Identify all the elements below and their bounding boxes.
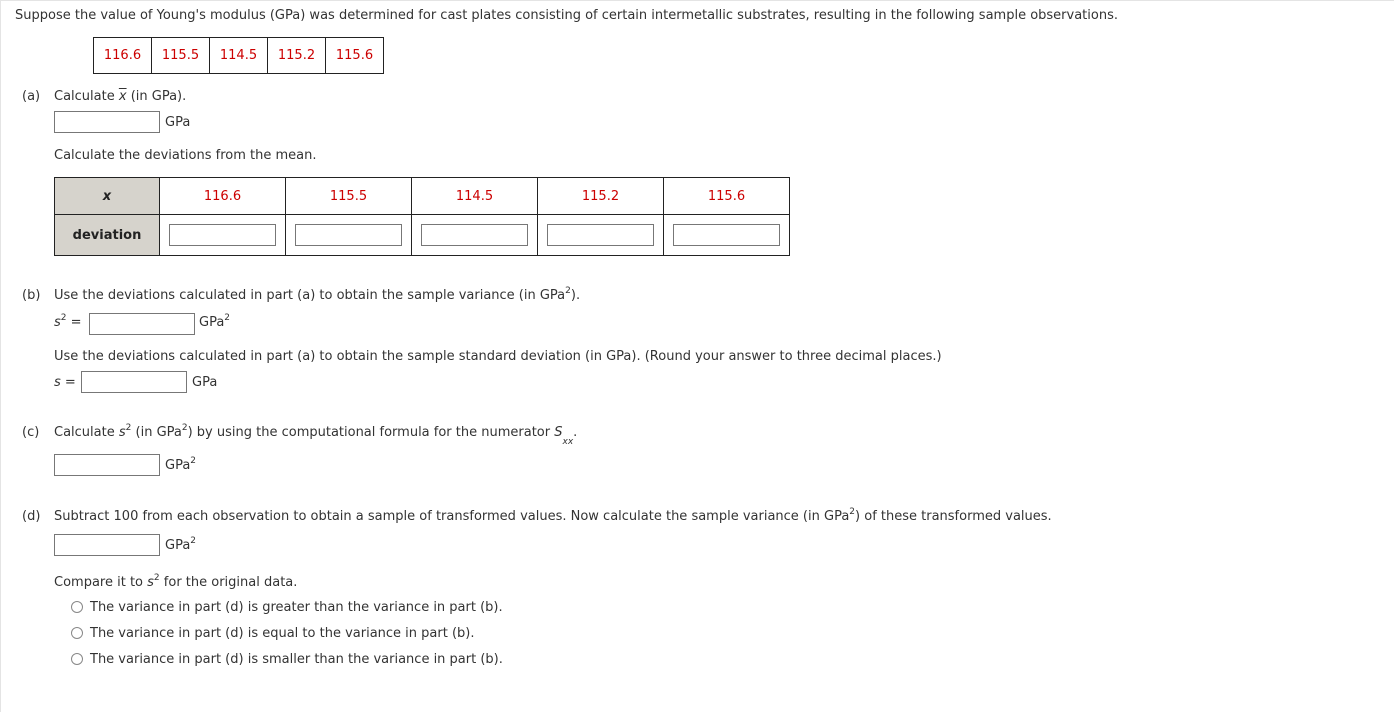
observation-cell: 115.2 <box>268 38 326 74</box>
part-a-marker: (a) <box>22 89 41 104</box>
variance-input[interactable] <box>89 313 195 335</box>
x-header: x <box>55 178 160 215</box>
part-c-unit-sup: 2 <box>190 456 197 466</box>
part-d-marker: (d) <box>22 509 41 524</box>
deviation-input-5[interactable] <box>673 224 780 246</box>
xbar-symbol: $\overline{x}$ <box>118 89 127 104</box>
option-equal-label[interactable]: The variance in part (d) is equal to the variance in part (b). <box>90 626 475 641</box>
part-c-s-symbol: s <box>118 425 126 440</box>
part-c-prompt <box>54 423 578 447</box>
part-b-prompt <box>54 288 580 303</box>
mean-unit: GPa <box>165 115 191 130</box>
compare-s-sup: 2 <box>153 573 160 583</box>
part-c-unit-text: GPa <box>165 458 191 473</box>
variance-symbol: s <box>54 315 61 330</box>
sd-unit: GPa <box>192 375 218 390</box>
option-smaller-label[interactable]: The variance in part (d) is smaller than the variance in part (b). <box>90 652 503 667</box>
part-b-prompt-sup: 2 <box>565 286 571 296</box>
x-value-cell: 115.6 <box>664 178 790 215</box>
observations-table <box>93 37 384 74</box>
x-value-cell: 116.6 <box>160 178 286 215</box>
part-c-mid-sup: 2 <box>181 423 188 433</box>
part-b-prompt-pre: Use the deviations calculated in part (a) to obtain the sample variance (in GPa <box>54 288 566 303</box>
deviation-header: deviation <box>55 215 160 256</box>
sxx-symbol: S <box>554 425 563 440</box>
deviation-input-1[interactable] <box>169 224 276 246</box>
compare-prompt-post: for the original data. <box>159 575 298 590</box>
observation-cell: 116.6 <box>94 38 152 74</box>
deviation-cell <box>412 215 538 256</box>
part-c-prompt-pre: Calculate <box>54 425 119 440</box>
option-greater-label[interactable]: The variance in part (d) is greater than the variance in part (b). <box>90 600 503 615</box>
compare-prompt-pre: Compare it to <box>54 575 148 590</box>
part-c-prompt-post: ) by using the computational formula for the numerator <box>187 425 555 440</box>
radio-greater[interactable] <box>71 601 83 613</box>
observation-cell: 114.5 <box>210 38 268 74</box>
part-d-prompt <box>54 509 1052 524</box>
part-d-prompt-post: ) of these transformed values. <box>855 509 1052 524</box>
compare-prompt <box>54 575 297 590</box>
observation-cell: 115.5 <box>152 38 210 74</box>
sd-input[interactable] <box>81 371 187 393</box>
part-d-prompt-sup: 2 <box>849 507 856 517</box>
part-c-prompt-mid: (in GPa <box>131 425 182 440</box>
deviations-table <box>54 177 790 256</box>
transformed-variance-unit <box>165 538 196 553</box>
part-c-marker: (c) <box>22 425 40 440</box>
variance-unit <box>199 315 230 330</box>
part-b-prompt-post: ). <box>570 288 581 303</box>
x-value-cell: 115.2 <box>538 178 664 215</box>
variance-symbol-sup: 2 <box>60 313 67 323</box>
part-c-s-sup: 2 <box>125 423 132 433</box>
deviation-input-4[interactable] <box>547 224 654 246</box>
part-a-prompt <box>54 89 186 104</box>
part-a-prompt-pre: Calculate <box>54 89 119 104</box>
deviation-cell <box>286 215 412 256</box>
part-d-unit-sup: 2 <box>190 536 197 546</box>
x-value-cell: 115.5 <box>286 178 412 215</box>
deviations-prompt: Calculate the deviations from the mean. <box>54 148 317 163</box>
part-b-marker: (b) <box>22 288 41 303</box>
deviation-input-2[interactable] <box>295 224 402 246</box>
part-d-unit-text: GPa <box>165 538 191 553</box>
variance-unit-sup: 2 <box>224 313 231 323</box>
deviation-cell <box>160 215 286 256</box>
transformed-variance-input[interactable] <box>54 534 160 556</box>
part-d-prompt-pre: Subtract 100 from each observation to obtain a sample of transformed values. Now calculate the sample variance (in GPa <box>54 509 850 524</box>
sxx-subscript: xx <box>562 436 574 447</box>
problem-intro: Suppose the value of Young's modulus (GPa) was determined for cast plates consisting of certain intermetallic substrates, resulting in the following sample observations. <box>15 8 1118 23</box>
deviation-input-3[interactable] <box>421 224 528 246</box>
part-c-end: . <box>573 425 578 440</box>
variance-unit-text: GPa <box>199 315 225 330</box>
computational-variance-input[interactable] <box>54 454 160 476</box>
x-value-cell: 114.5 <box>412 178 538 215</box>
deviation-cell <box>538 215 664 256</box>
variance-label <box>54 315 82 330</box>
observation-cell: 115.6 <box>326 38 384 74</box>
sd-prompt: Use the deviations calculated in part (a) to obtain the sample standard deviation (in GPa). (Round your answer to three decimal places.) <box>54 349 942 364</box>
computational-variance-unit <box>165 458 196 473</box>
deviation-cell <box>664 215 790 256</box>
mean-input[interactable] <box>54 111 160 133</box>
compare-s-symbol: s <box>147 575 154 590</box>
sd-label: s = <box>54 375 76 390</box>
part-a-prompt-post: (in GPa). <box>126 89 187 104</box>
radio-smaller[interactable] <box>71 653 83 665</box>
radio-equal[interactable] <box>71 627 83 639</box>
variance-equals: = <box>66 315 82 330</box>
